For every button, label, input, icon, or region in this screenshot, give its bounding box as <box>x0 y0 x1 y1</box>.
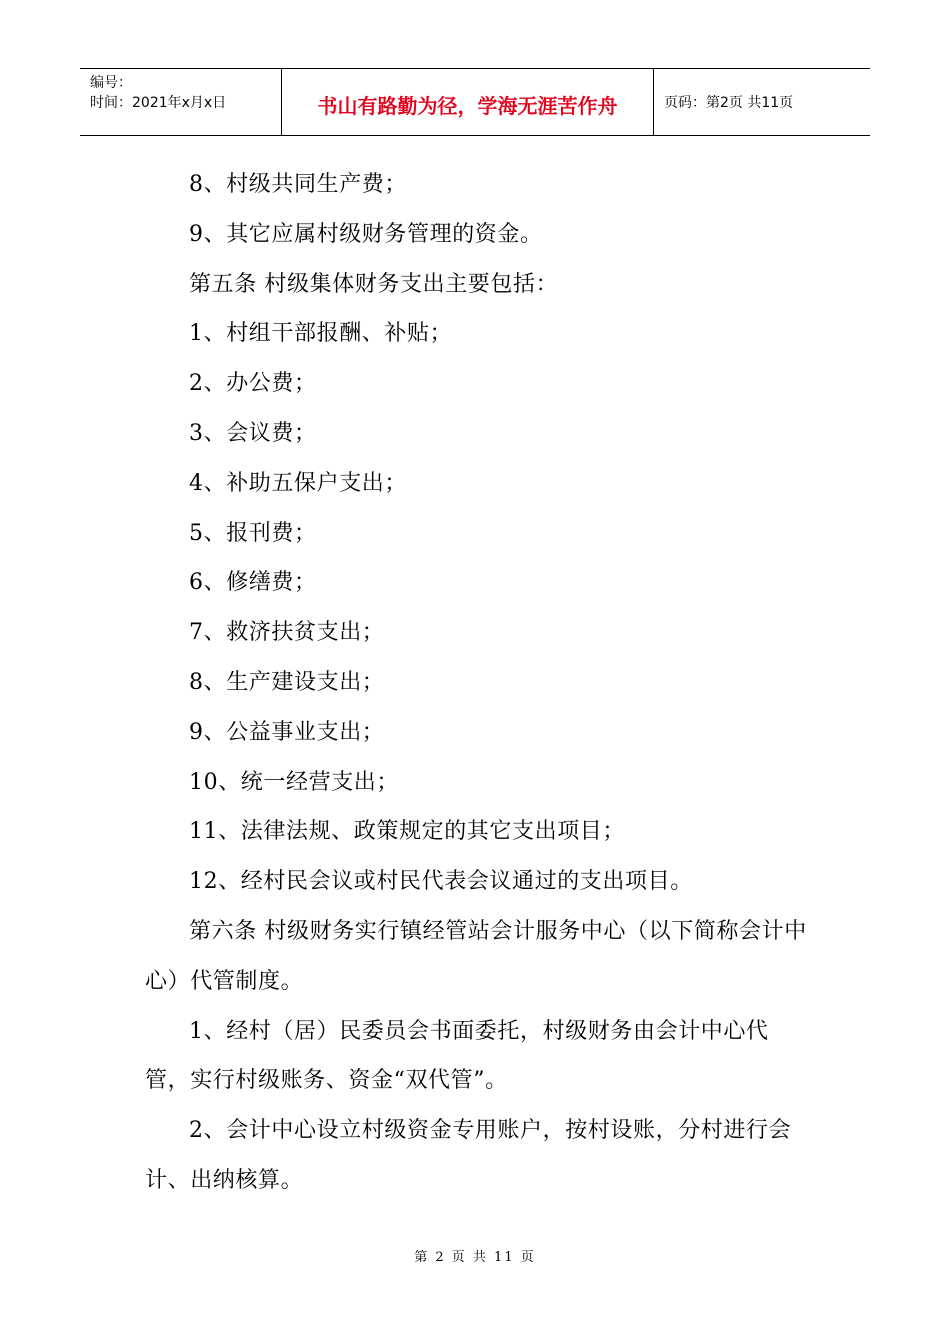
list-item: 1、村组干部报酬、补贴； <box>189 321 453 347</box>
list-item: 11、法律法规、政策规定的其它支出项目； <box>189 819 625 845</box>
list-item: 5、报刊费； <box>189 520 317 546</box>
paragraph: 8、村级共同生产费； <box>189 172 407 197</box>
list-item: 3、会议费； <box>189 420 317 446</box>
list-item: 2、办公费； <box>189 371 317 397</box>
header-page-cell <box>654 69 870 135</box>
list-item: 10、统一经营支出； <box>189 769 399 795</box>
list-item: 1、经村（居）民委员会书面委托，村级财务由会计中心代管，实行村级账务、资金“双代管”。 <box>145 1018 769 1094</box>
article-heading: 第五条 村级集体财务支出主要包括： <box>189 271 559 297</box>
paragraph: 9、其它应属村级财务管理的资金。 <box>189 221 543 247</box>
page-footer: 第 2 页 共 11 页 <box>414 1250 536 1265</box>
list-item: 12、经村民会议或村民代表会议通过的支出项目。 <box>189 869 693 895</box>
list-item: 9、公益事业支出； <box>189 719 385 745</box>
header-motto: 书山有路勤为径，学海无涯苦作舟 <box>317 93 618 118</box>
list-item: 7、救济扶贫支出； <box>189 620 385 646</box>
list-item: 4、补助五保户支出； <box>189 470 407 496</box>
list-item: 8、生产建设支出； <box>189 669 385 695</box>
document-time-label: 时间：2021年x月x日 <box>90 95 227 111</box>
document-body <box>145 160 810 1206</box>
list-item: 2、会计中心设立村级资金专用账户，按村设账，分村进行会计、出纳核算。 <box>145 1118 792 1193</box>
header-motto-cell <box>282 69 654 135</box>
header-page-number: 页码：第2页 共11页 <box>664 95 794 111</box>
header-meta-cell <box>80 69 282 135</box>
page-header <box>80 68 870 136</box>
article-heading: 第六条 村级财务实行镇经管站会计服务中心（以下简称会计中心）代管制度。 <box>145 918 807 994</box>
document-number-label: 编号： <box>90 75 132 91</box>
list-item: 6、修缮费； <box>189 570 317 596</box>
